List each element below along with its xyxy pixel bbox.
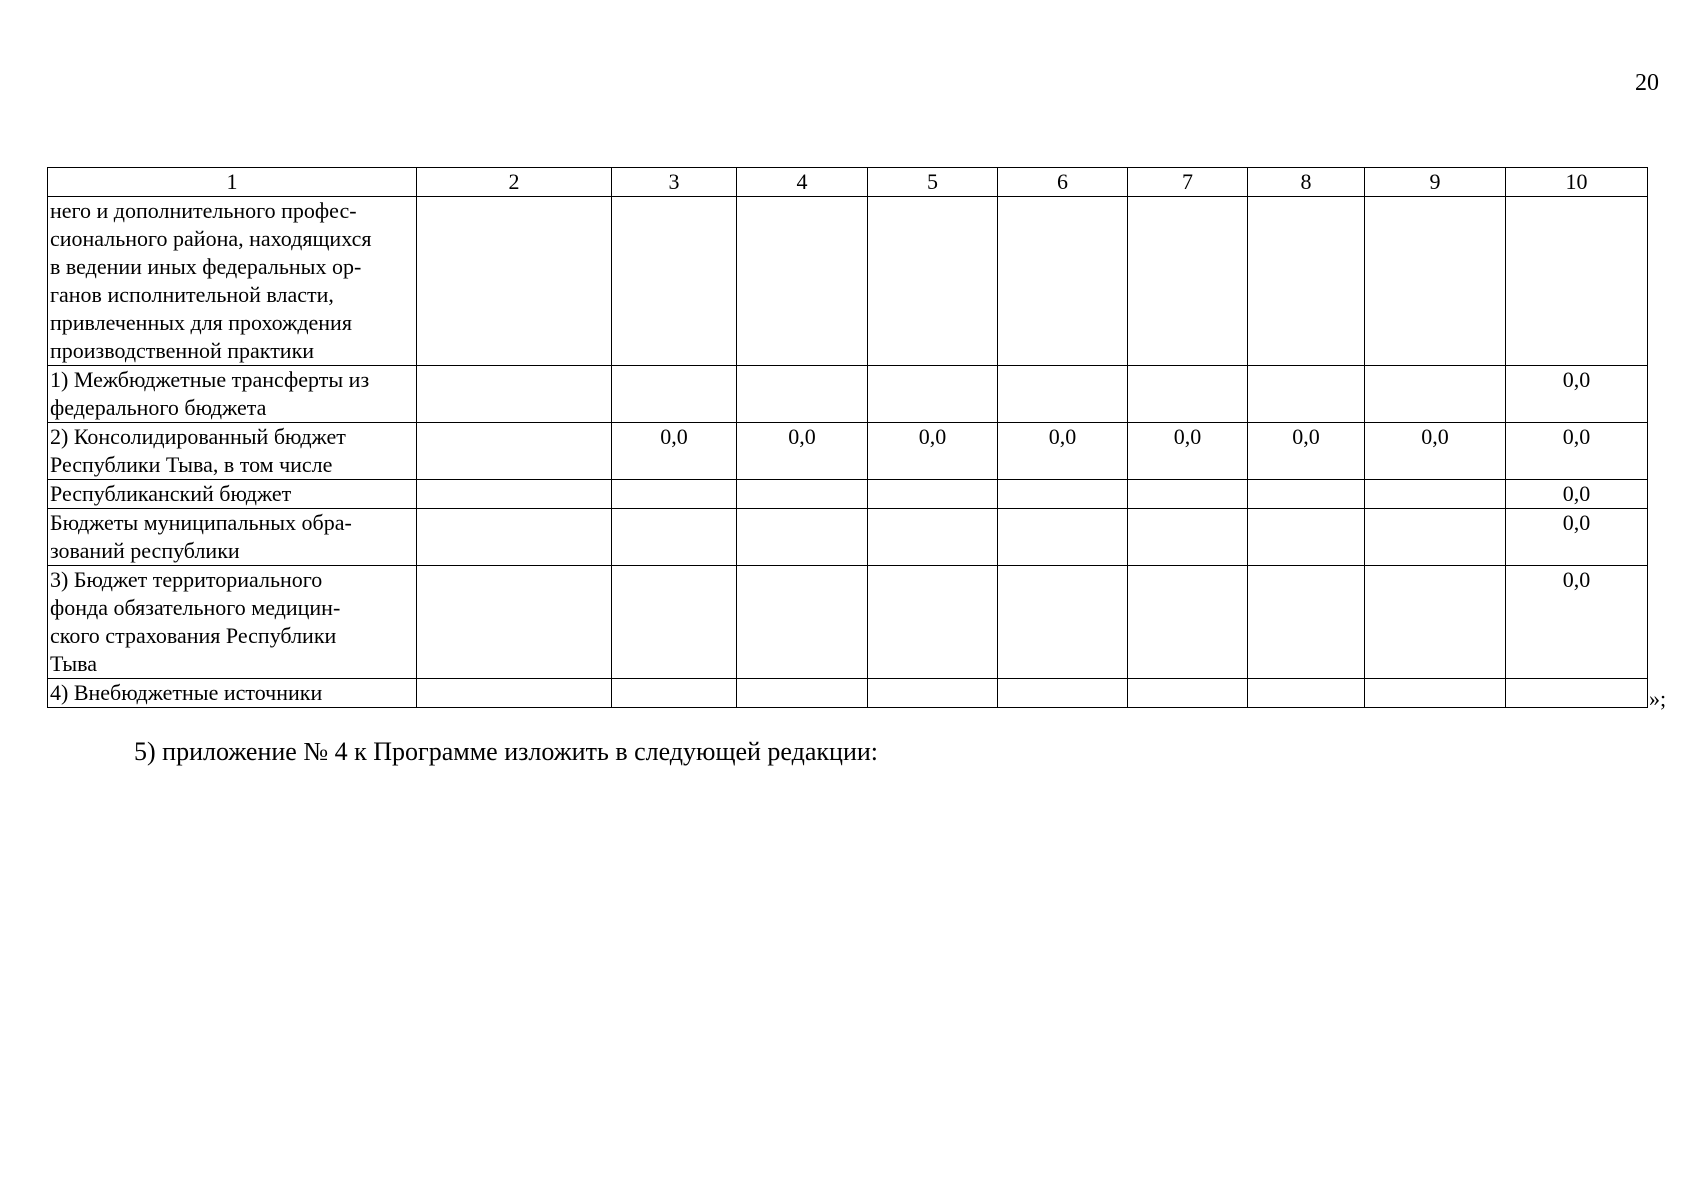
- value-cell-col-5: [868, 197, 998, 366]
- column-header-2: 2: [417, 168, 612, 197]
- value-cell-col-6: [998, 480, 1128, 509]
- value-cell-col-2: [417, 566, 612, 679]
- value-cell-col-3: [612, 509, 737, 566]
- table-row: [48, 423, 1648, 480]
- value-cell-col-8: [1248, 480, 1365, 509]
- value-cell-col-3: [612, 366, 737, 423]
- body-paragraph: 5) приложение № 4 к Программе изложить в следующей редакции:: [134, 737, 878, 766]
- row-label: 4) Внебюджетные источники: [48, 679, 417, 708]
- value-cell-col-6: [998, 509, 1128, 566]
- column-header-4: 4: [737, 168, 868, 197]
- value-cell-col-2: [417, 509, 612, 566]
- value-cell-col-3: [612, 197, 737, 366]
- value-cell-col-8: [1248, 366, 1365, 423]
- value-cell-col-4: [737, 480, 868, 509]
- column-header-8: 8: [1248, 168, 1365, 197]
- value-cell-col-9: [1365, 197, 1506, 366]
- table-row: [48, 509, 1648, 566]
- row-label: 1) Межбюджетные трансферты из федерального бюджета: [48, 366, 417, 423]
- value-cell-col-3: [612, 566, 737, 679]
- value-cell-col-5: 0,0: [868, 423, 998, 480]
- value-cell-col-6: [998, 679, 1128, 708]
- value-cell-col-2: [417, 366, 612, 423]
- value-cell-col-4: [737, 566, 868, 679]
- closing-quote-mark: »;: [1649, 686, 1667, 711]
- row-label: Бюджеты муниципальных обра- зований республики: [48, 509, 417, 566]
- value-cell-col-7: [1128, 509, 1248, 566]
- value-cell-col-3: [612, 480, 737, 509]
- table-row: [48, 566, 1648, 679]
- value-cell-col-9: [1365, 679, 1506, 708]
- value-cell-col-9: [1365, 480, 1506, 509]
- value-cell-col-5: [868, 509, 998, 566]
- value-cell-col-8: 0,0: [1248, 423, 1365, 480]
- value-cell-col-4: [737, 366, 868, 423]
- value-cell-col-5: [868, 566, 998, 679]
- value-cell-col-2: [417, 480, 612, 509]
- value-cell-col-7: 0,0: [1128, 423, 1248, 480]
- value-cell-col-5: [868, 480, 998, 509]
- value-cell-col-2: [417, 423, 612, 480]
- column-header-1: 1: [48, 168, 417, 197]
- table-row: [48, 197, 1648, 366]
- value-cell-col-4: 0,0: [737, 423, 868, 480]
- value-cell-col-6: [998, 566, 1128, 679]
- row-label: 2) Консолидированный бюджет Республики Тыва, в том числе: [48, 423, 417, 480]
- budget-table: [47, 167, 1648, 708]
- value-cell-col-9: [1365, 366, 1506, 423]
- page-number: 20: [1635, 70, 1659, 96]
- column-header-7: 7: [1128, 168, 1248, 197]
- value-cell-col-7: [1128, 679, 1248, 708]
- value-cell-col-2: [417, 197, 612, 366]
- value-cell-col-7: [1128, 480, 1248, 509]
- value-cell-col-4: [737, 679, 868, 708]
- value-cell-col-6: 0,0: [998, 423, 1128, 480]
- table-body: [48, 197, 1648, 708]
- value-cell-col-8: [1248, 197, 1365, 366]
- value-cell-col-4: [737, 197, 868, 366]
- table-row: [48, 679, 1648, 708]
- value-cell-col-10: 0,0: [1506, 566, 1648, 679]
- value-cell-col-8: [1248, 566, 1365, 679]
- column-header-9: 9: [1365, 168, 1506, 197]
- value-cell-col-9: 0,0: [1365, 423, 1506, 480]
- value-cell-col-7: [1128, 366, 1248, 423]
- table-row: [48, 366, 1648, 423]
- value-cell-col-3: 0,0: [612, 423, 737, 480]
- row-label: Республиканский бюджет: [48, 480, 417, 509]
- value-cell-col-8: [1248, 679, 1365, 708]
- row-label: него и дополнительного профес- сионального района, находящихся в ведении иных федеральных ор- ганов исполнительной власти, привлеченных для прохождения производственной практики: [48, 197, 417, 366]
- table-row: [48, 480, 1648, 509]
- value-cell-col-7: [1128, 197, 1248, 366]
- table-header-row: [48, 168, 1648, 197]
- column-header-5: 5: [868, 168, 998, 197]
- value-cell-col-6: [998, 197, 1128, 366]
- column-header-3: 3: [612, 168, 737, 197]
- column-header-6: 6: [998, 168, 1128, 197]
- value-cell-col-9: [1365, 509, 1506, 566]
- value-cell-col-10: 0,0: [1506, 480, 1648, 509]
- value-cell-col-5: [868, 366, 998, 423]
- value-cell-col-10: [1506, 197, 1648, 366]
- column-header-10: 10: [1506, 168, 1648, 197]
- value-cell-col-3: [612, 679, 737, 708]
- row-label: 3) Бюджет территориального фонда обязательного медицин- ского страхования Республики Тыва: [48, 566, 417, 679]
- value-cell-col-10: 0,0: [1506, 366, 1648, 423]
- value-cell-col-10: 0,0: [1506, 423, 1648, 480]
- value-cell-col-10: [1506, 679, 1648, 708]
- value-cell-col-4: [737, 509, 868, 566]
- value-cell-col-6: [998, 366, 1128, 423]
- value-cell-col-7: [1128, 566, 1248, 679]
- value-cell-col-8: [1248, 509, 1365, 566]
- value-cell-col-5: [868, 679, 998, 708]
- value-cell-col-10: 0,0: [1506, 509, 1648, 566]
- value-cell-col-9: [1365, 566, 1506, 679]
- value-cell-col-2: [417, 679, 612, 708]
